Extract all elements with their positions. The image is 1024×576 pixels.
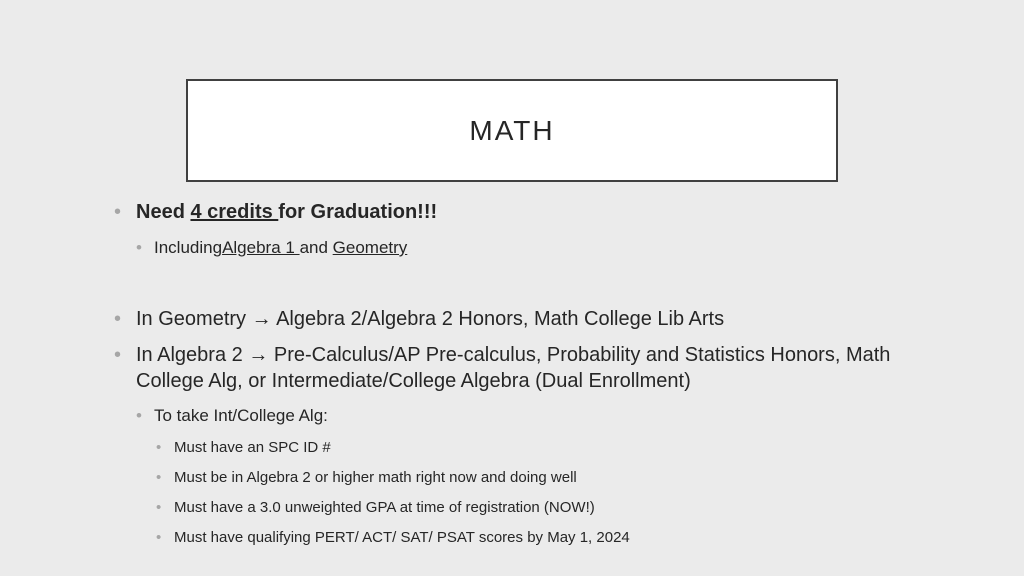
including-prefix: Including <box>154 238 223 257</box>
need-prefix: Need <box>136 201 191 223</box>
requirement-item: Must have a 3.0 unweighted GPA at time of registration (NOW!) <box>174 499 595 516</box>
bullet-marker: • <box>156 529 162 546</box>
credits-count: 4 credits <box>190 201 279 223</box>
bullet-marker: • <box>114 344 122 366</box>
in-geometry-rest: Algebra 2/Algebra 2 Honors, Math College Lib Arts <box>271 308 725 330</box>
to-take-line: To take Int/College Alg: <box>154 406 328 425</box>
bullet-marker: • <box>136 238 142 257</box>
in-geometry-line <box>136 308 724 331</box>
algebra1-course: Algebra 1 <box>222 238 300 257</box>
requirement-item: Must have an SPC ID # <box>174 439 331 456</box>
bullet-marker: • <box>114 201 122 223</box>
in-algebra2-rest: Pre-Calculus/AP Pre-calculus, Probability and Statistics Honors, Math <box>268 344 891 366</box>
need-credits-line <box>136 201 437 224</box>
right-arrow-icon: → <box>248 344 269 366</box>
in-geometry-prefix: In Geometry <box>136 308 252 330</box>
slide-title: MATH <box>469 114 555 146</box>
bullet-marker: • <box>156 469 162 486</box>
requirement-item: Must be in Algebra 2 or higher math right now and doing well <box>174 469 577 486</box>
bullet-marker: • <box>156 439 162 456</box>
in-algebra2-line <box>136 344 890 367</box>
including-line <box>154 238 407 258</box>
geometry-course: Geometry <box>332 238 408 257</box>
and-text: and <box>299 238 333 257</box>
bullet-marker: • <box>136 406 142 425</box>
in-algebra2-line2: College Alg, or Intermediate/College Algebra (Dual Enrollment) <box>136 370 691 392</box>
requirement-item: Must have qualifying PERT/ ACT/ SAT/ PSAT scores by May 1, 2024 <box>174 529 630 546</box>
in-algebra2-prefix: In Algebra 2 <box>136 344 249 366</box>
bullet-marker: • <box>156 499 162 516</box>
bullet-marker: • <box>114 308 122 330</box>
need-suffix: for Graduation!!! <box>278 201 438 223</box>
right-arrow-icon: → <box>251 308 272 330</box>
